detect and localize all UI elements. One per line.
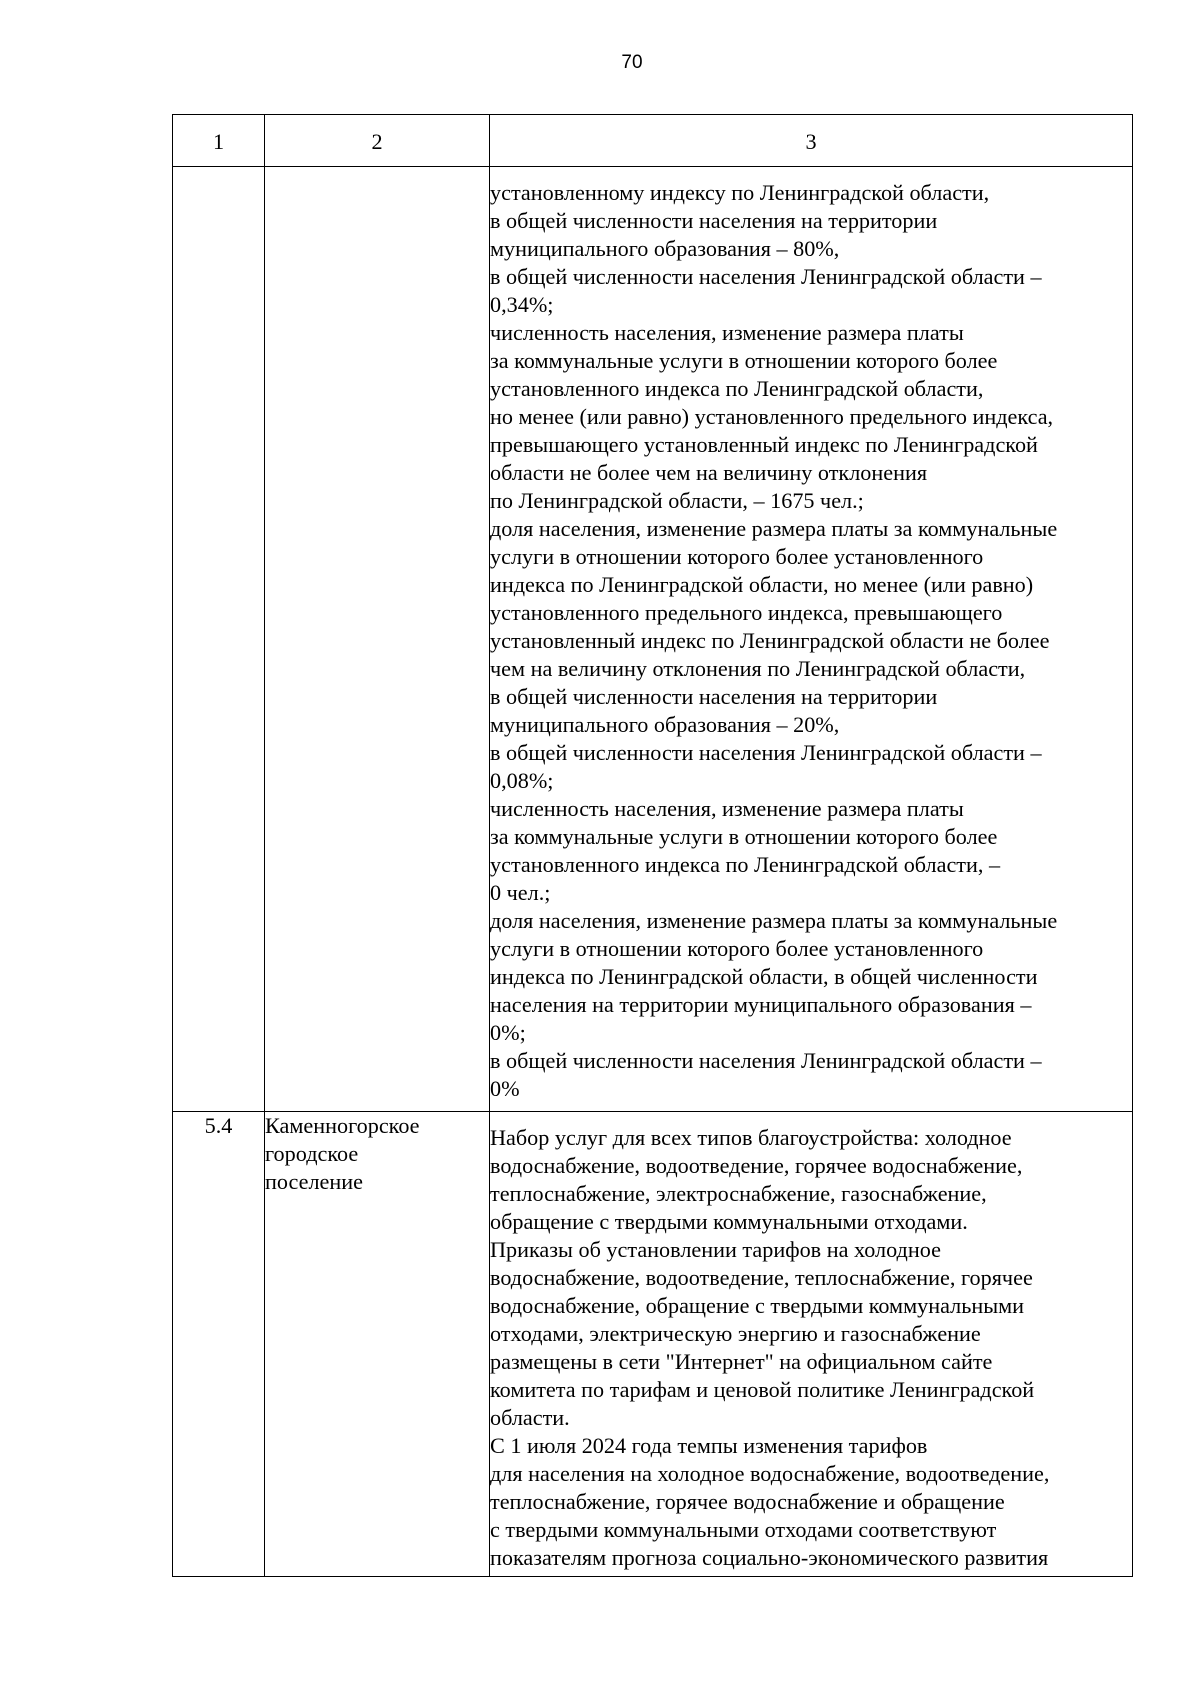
text-line: за коммунальные услуги в отношении которого более [490,348,998,373]
text-line: водоснабжение, водоотведение, теплоснабжение, горячее [490,1265,1033,1290]
text-line: области не более чем на величину отклонения [490,460,928,485]
row-text-cell [490,1112,1133,1577]
text-line: 0 чел.; [490,880,551,905]
text-line: в общей численности населения Ленинградской области – [490,1048,1042,1073]
text-line: 0,34%; [490,292,554,317]
text-line: показателям прогноза социально-экономического развития [490,1545,1049,1570]
text-line: установленному индексу по Ленинградской области, [490,180,990,205]
text-line: установленный индекс по Ленинградской области не более [490,628,1050,653]
text-line: отходами, электрическую энергию и газоснабжение [490,1321,981,1346]
text-line: водоснабжение, обращение с твердыми коммунальными [490,1293,1025,1318]
text-line: населения на территории муниципального образования – [490,992,1032,1017]
text-line: превышающего установленный индекс по Ленинградской [490,432,1038,457]
table-row [173,167,1133,1112]
table-row [173,1112,1133,1577]
data-table [172,114,1133,1577]
text-line: в общей численности населения Ленинградской области – [490,264,1042,289]
text-line: доля населения, изменение размера платы за коммунальные [490,908,1058,933]
table-header-row [173,115,1133,167]
text-line: муниципального образования – 20%, [490,712,840,737]
text-line: в общей численности населения Ленинградской области – [490,740,1042,765]
text-line: Приказы об установлении тарифов на холодное [490,1237,941,1262]
text-line: численность населения, изменение размера платы [490,796,964,821]
text-line: чем на величину отклонения по Ленинградской области, [490,656,1026,681]
text-line: в общей численности населения на территории [490,684,938,709]
row-name-cell [265,1112,490,1577]
text-line: услуги в отношении которого более установленного [490,544,984,569]
text-line: за коммунальные услуги в отношении которого более [490,824,998,849]
text-line: теплоснабжение, электроснабжение, газоснабжение, [490,1181,987,1206]
column-header-3: 3 [490,115,1133,167]
text-line: доля населения, изменение размера платы за коммунальные [490,516,1058,541]
text-line: по Ленинградской области, – 1675 чел.; [490,488,864,513]
text-line: водоснабжение, водоотведение, горячее водоснабжение, [490,1153,1023,1178]
text-line: С 1 июля 2024 года темпы изменения тарифов [490,1433,928,1458]
text-line: 0%; [490,1020,526,1045]
text-line: услуги в отношении которого более установленного [490,936,984,961]
text-line: муниципального образования – 80%, [490,236,840,261]
text-line: 0% [490,1076,520,1101]
text-line: с твердыми коммунальными отходами соответствуют [490,1517,997,1542]
text-line: но менее (или равно) установленного предельного индекса, [490,404,1054,429]
row-number-cell [173,167,265,1112]
text-line: комитета по тарифам и ценовой политике Ленинградской [490,1377,1035,1402]
text-line: установленного индекса по Ленинградской области, – [490,852,1001,877]
text-line: теплоснабжение, горячее водоснабжение и обращение [490,1489,1005,1514]
text-line: 0,08%; [490,768,554,793]
name-line: Каменногорское [265,1113,420,1138]
text-line: размещены в сети "Интернет" на официальном сайте [490,1349,993,1374]
row-name-cell [265,167,490,1112]
text-line: в общей численности населения на территории [490,208,938,233]
text-line: установленного предельного индекса, превышающего [490,600,1003,625]
text-line: обращение с твердыми коммунальными отходами. [490,1209,968,1234]
row-text-cell [490,167,1133,1112]
text-line: для населения на холодное водоснабжение, водоотведение, [490,1461,1050,1486]
page-number: 70 [621,52,643,73]
name-line: поселение [265,1169,364,1194]
text-line: индекса по Ленинградской области, но менее (или равно) [490,572,1034,597]
text-line: индекса по Ленинградской области, в общей численности [490,964,1038,989]
text-line: численность населения, изменение размера платы [490,320,964,345]
row-number-cell: 5.4 [173,1112,265,1577]
text-line: Набор услуг для всех типов благоустройства: холодное [490,1125,1012,1150]
text-line: области. [490,1405,570,1430]
column-header-1: 1 [173,115,265,167]
name-line: городское [265,1141,359,1166]
text-line: установленного индекса по Ленинградской области, [490,376,984,401]
column-header-2: 2 [265,115,490,167]
